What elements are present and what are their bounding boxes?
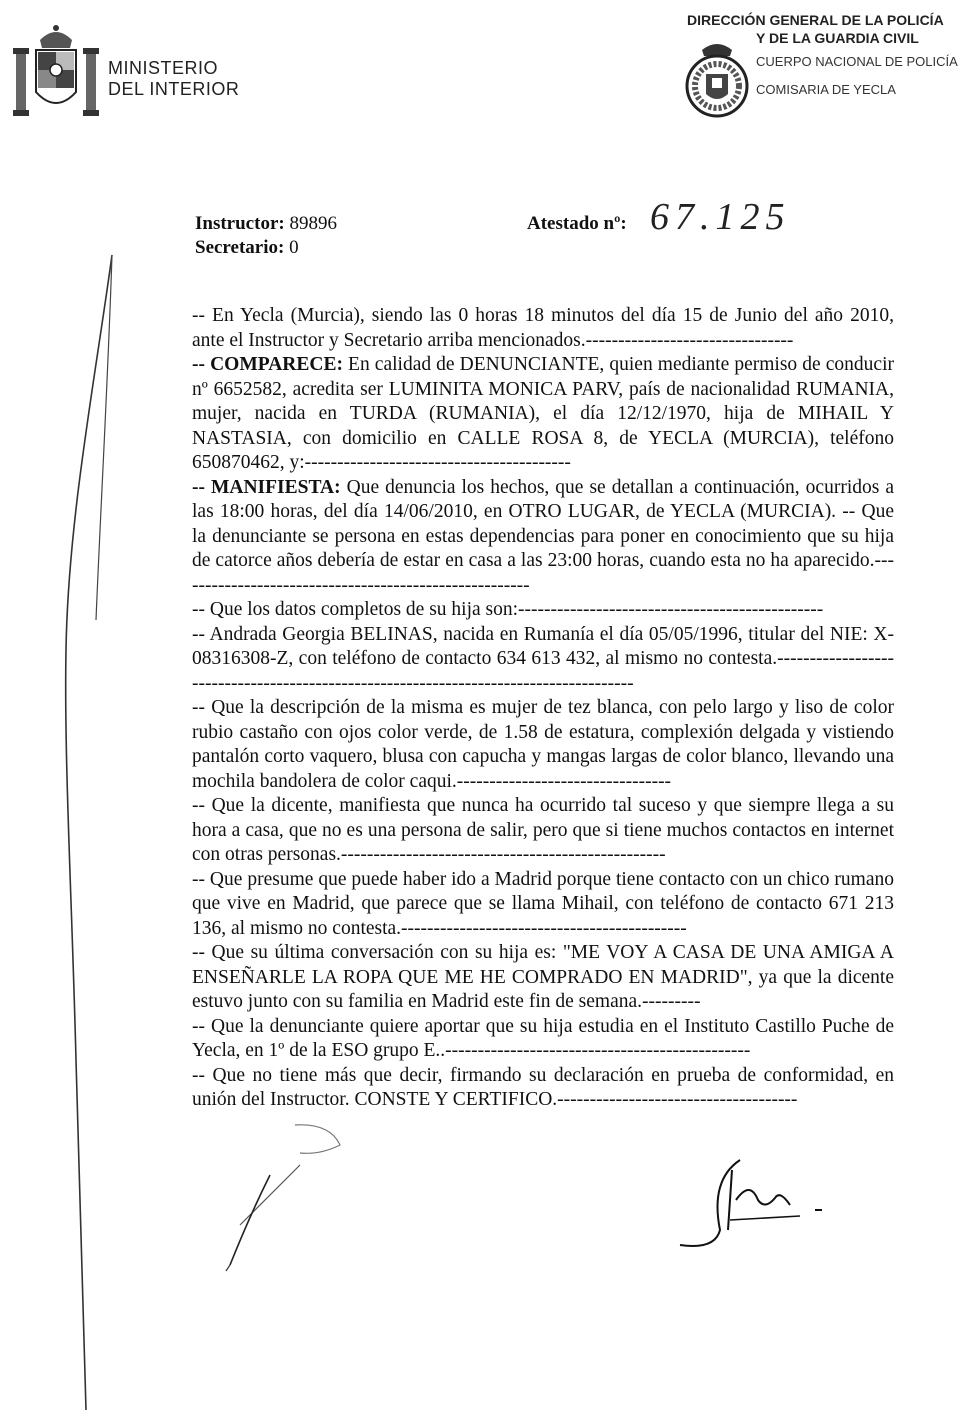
spain-coat-of-arms-icon xyxy=(10,22,102,120)
paragraph-closing: -- Que no tiene más que decir, firmando su declaración en prueba de conformidad, en unión del Instructor. CONSTE Y CERTIFICO.------------------------------------- xyxy=(192,1064,894,1110)
paragraph-last-conversation: -- Que su última conversación con su hija es: "ME VOY A CASA DE UNA AMIGA A ENSEÑARLE LA ROPA QUE ME HE COMPRADO EN MADRID", ya que la dicente estuvo junto con su familia en Madrid este fin de semana.--------- xyxy=(192,942,894,1012)
instructor-value: 89896 xyxy=(289,213,337,234)
ministry-name xyxy=(108,58,239,100)
atestado-value: 67.125 xyxy=(650,196,791,238)
dg-line-2: Y DE LA GUARDIA CIVIL xyxy=(756,30,919,46)
ministry-line-1: MINISTERIO xyxy=(108,58,219,78)
comisaria-label: COMISARIA DE YECLA xyxy=(756,82,896,97)
instructor-label: Instructor: xyxy=(195,213,285,234)
secretario-value: 0 xyxy=(289,237,299,258)
paragraph-description: -- Que la descripción de la misma es mujer de tez blanca, con pelo largo y liso de color rubio castaño con ojos color verde, de 1.58 de estatura, complexión delgada y vistiendo pantalón corto vaquero, blusa con capucha y mangas largas de color blanco, llevando una mochila bandolera de color caqui.--------------------------------- xyxy=(192,697,894,792)
comparece-label: -- COMPARECE: xyxy=(192,354,343,375)
manifiesta-text: Que denuncia los hechos, que se detallan a continuación, ocurridos a las 18:00 horas, del día 14/06/2010, en OTRO LUGAR, de YECLA (MURCIA). -- Que la denunciante se persona en estas dependencias para poner en conocimiento que su hija de catorce años debería de estar en casa a las 23:00 horas, cuando esta no ha aparecido.------------------------------------------------------- xyxy=(192,476,894,596)
atestado-line xyxy=(527,212,627,236)
comparece-text: En calidad de DENUNCIANTE, quien mediante permiso de conducir nº 6652582, acredita ser LUMINITA MONICA PARV, país de nacionalidad RUMANIA, mujer, nacida en TURDA (RUMANIA), el día 12/12/1970, hija de MIHAIL Y NASTASIA, con domicilio en CALLE ROSA 8, de YECLA (MURCIA), teléfono 650870462, y:----------------------------------------- xyxy=(192,354,894,473)
paragraph-comparece xyxy=(192,353,894,476)
paragraph-madrid: -- Que presume que puede haber ido a Madrid porque tiene contacto con un chico rumano que vive en Madrid, que parece que se llama Mihail, con teléfono de contacto 671 213 136, al mismo no contesta.-------------------------------------------- xyxy=(192,868,894,939)
secretario-label: Secretario: xyxy=(195,237,285,258)
instructor-line xyxy=(195,212,337,236)
paragraph-school: -- Que la denunciante quiere aportar que su hija estudia en el Instituto Castillo Puche de Yecla, en 1º de la ESO grupo E..----------------------------------------------- xyxy=(192,1015,894,1061)
paragraph-behaviour: -- Que la dicente, manifiesta que nunca ha ocurrido tal suceso y que siempre llega a su hora a casa, que no es una persona de salir, pero que si tiene muchos contactos en internet con otras personas.-------------------------------------------------- xyxy=(192,795,894,865)
police-badge-icon xyxy=(682,40,752,120)
paragraph-identity: -- Andrada Georgia BELINAS, nacida en Rumanía el día 05/05/1996, titular del NIE: X- 08316308-Z, con teléfono de contacto 634 613 432, al mismo no contesta.-------------------------------------------------------------------------------------- xyxy=(192,623,894,694)
atestado-label: Atestado nº: xyxy=(527,213,627,234)
cnp-label: CUERPO NACIONAL DE POLICÍA xyxy=(756,54,958,69)
declarant-signature xyxy=(640,1150,840,1260)
instructor-signature xyxy=(200,1115,380,1275)
paragraph-opening: -- En Yecla (Murcia), siendo las 0 horas 18 minutos del día 15 de Junio del año 2010, ante el Instructor y Secretario arriba mencionados.-------------------------------- xyxy=(192,305,894,351)
ministry-crest xyxy=(10,22,102,120)
paragraph-manifiesta xyxy=(192,476,894,599)
police-badge xyxy=(682,40,752,120)
ministry-line-2: DEL INTERIOR xyxy=(108,79,240,99)
manifiesta-label: -- MANIFIESTA: xyxy=(192,476,341,498)
dg-line-1: DIRECCIÓN GENERAL DE LA POLICÍA xyxy=(687,12,944,28)
secretario-line xyxy=(195,236,299,260)
declaration-body xyxy=(192,304,894,1113)
paragraph-datos: -- Que los datos completos de su hija son:----------------------------------------------- xyxy=(192,599,824,620)
